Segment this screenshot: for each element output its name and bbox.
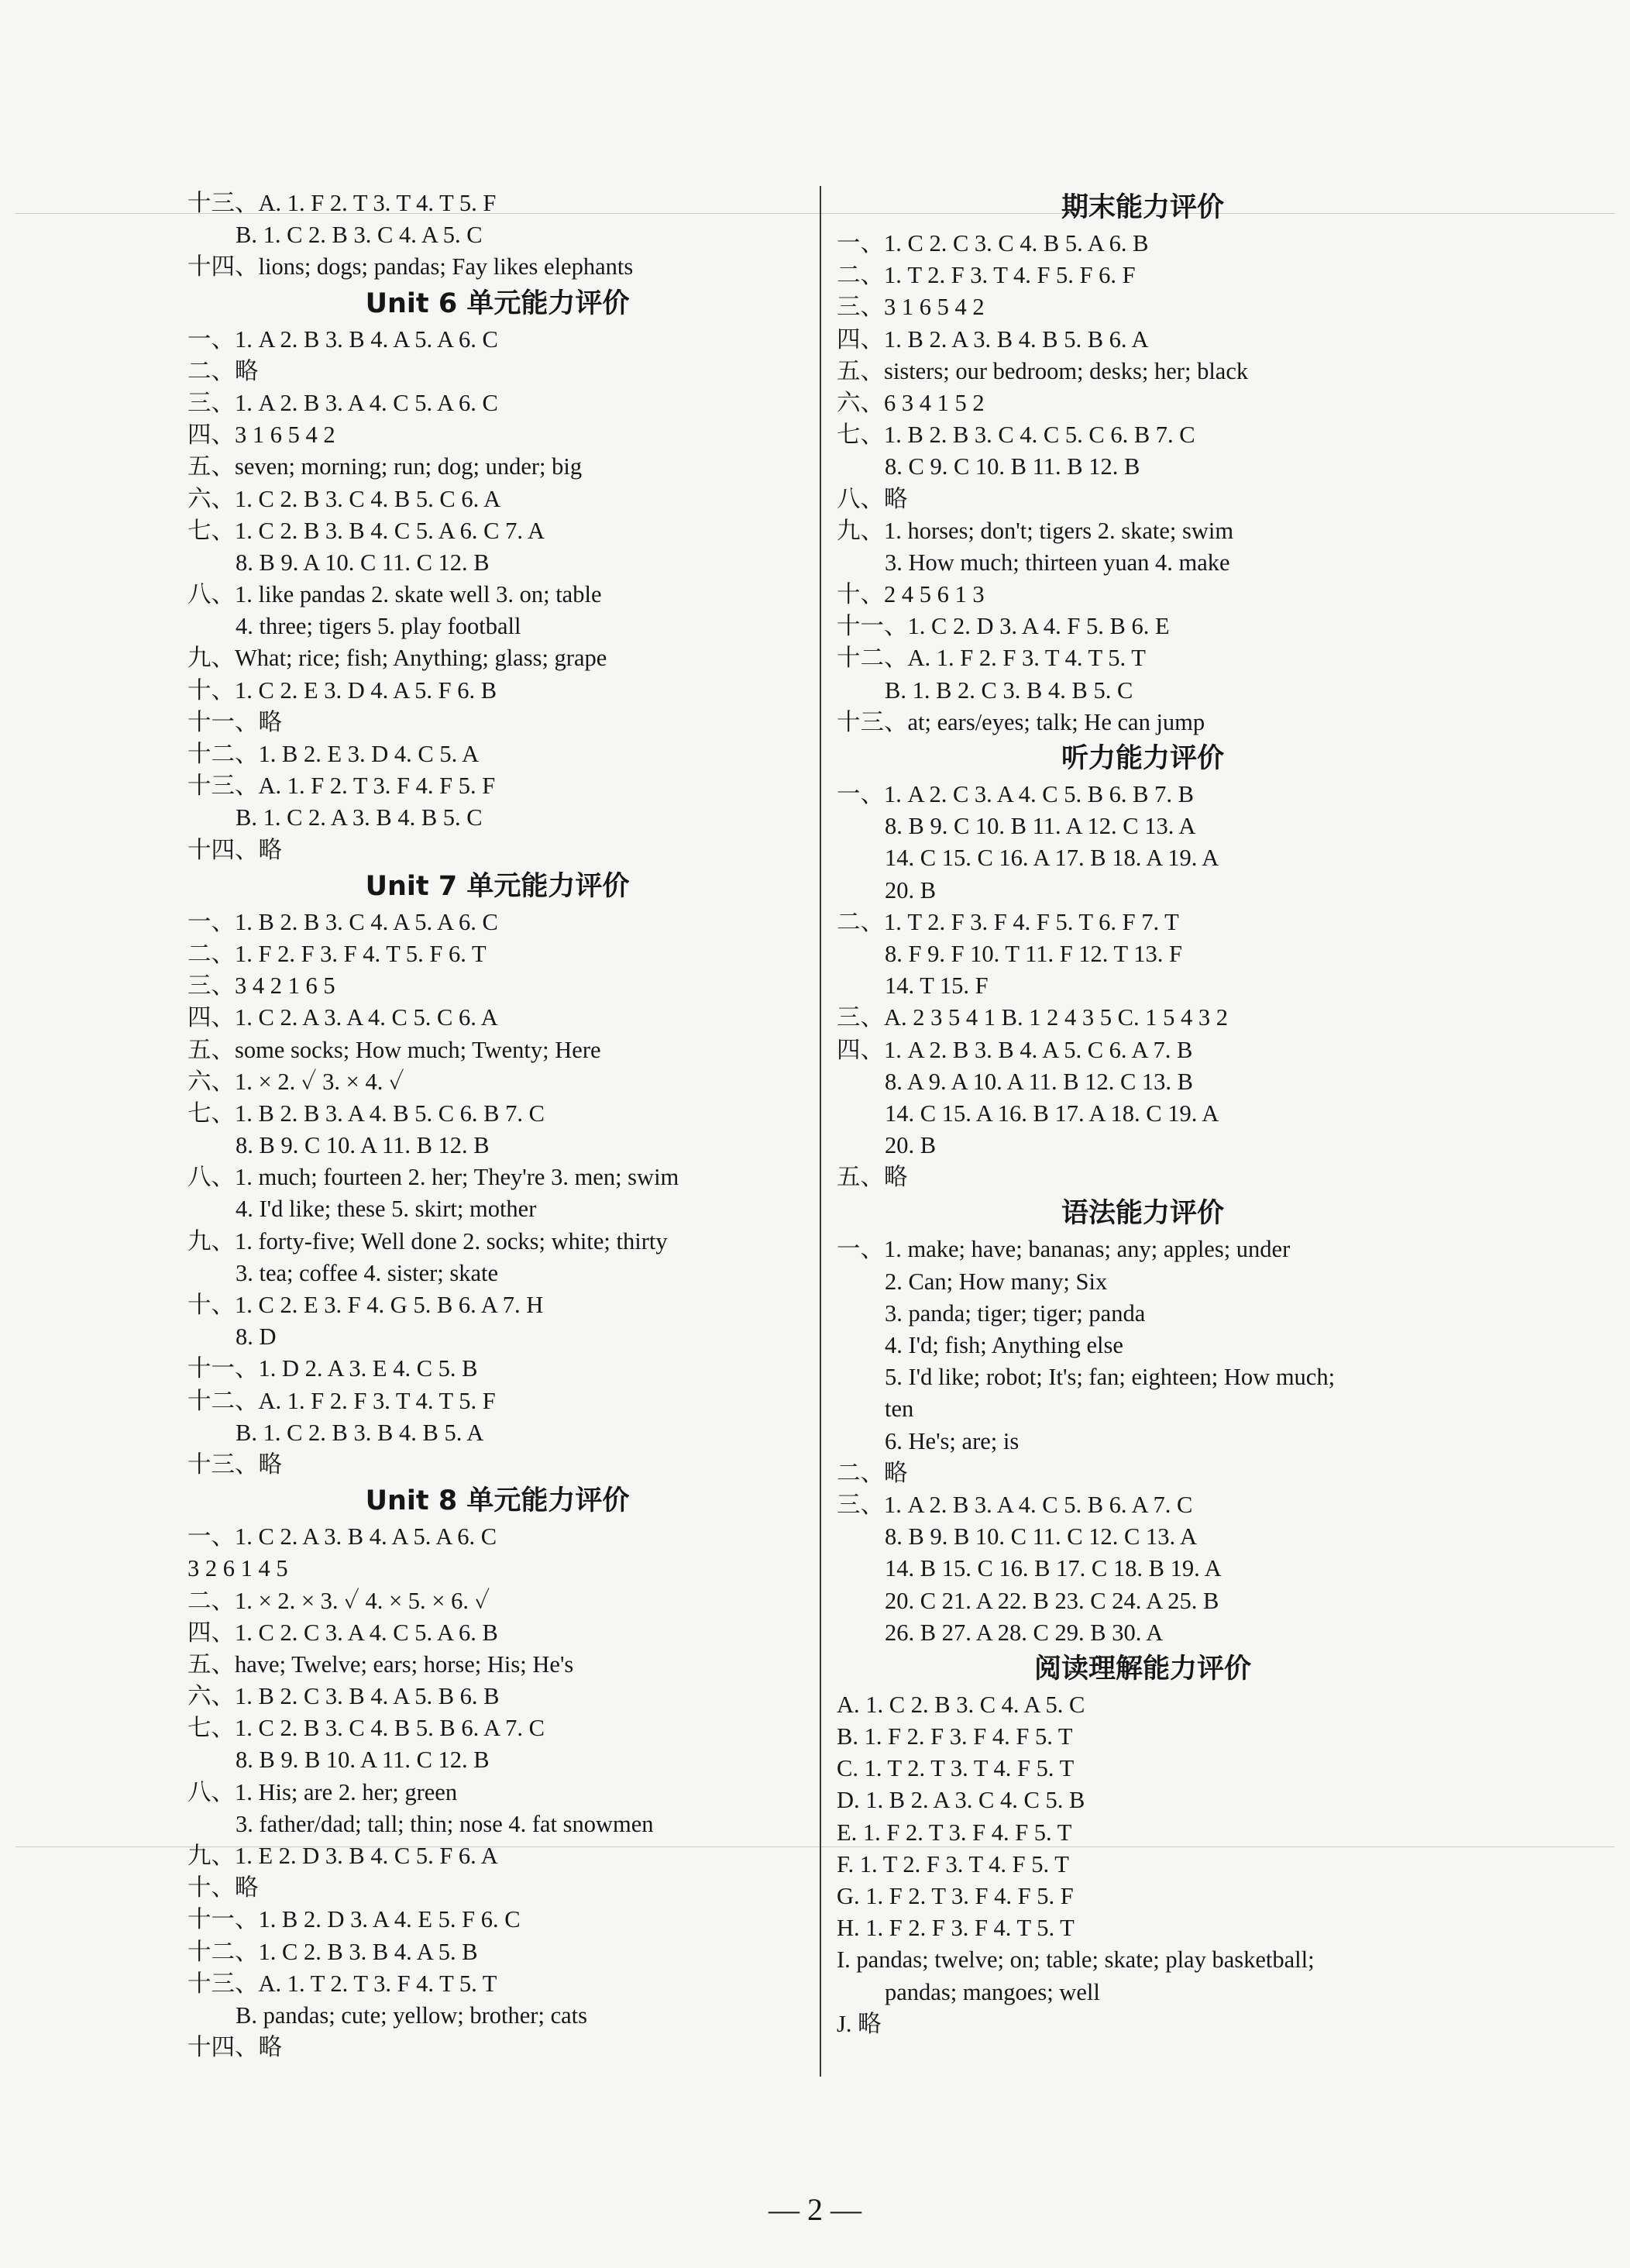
answer-line: 七、1. C 2. B 3. C 4. B 5. B 6. A 7. C	[187, 1715, 545, 1742]
answer-line: B. 1. C 2. B 3. C 4. A 5. C	[236, 222, 483, 249]
answer-line: 一、1. B 2. B 3. C 4. A 5. A 6. C	[187, 908, 498, 935]
answer-line: 十一、1. D 2. A 3. E 4. C 5. B	[187, 1355, 478, 1382]
answer-line: 十四、lions; dogs; pandas; Fay likes elephants	[187, 253, 634, 280]
answer-line: 四、3 1 6 5 4 2	[187, 422, 335, 449]
section-heading: 阅读理解能力评价	[1033, 1653, 1251, 1685]
answer-line: 十四、略	[187, 2034, 282, 2061]
answer-line: 六、1. × 2. ✓ 3. × 4. ✓	[187, 1068, 404, 1095]
answer-line: G. 1. F 2. T 3. F 4. F 5. F	[837, 1883, 1074, 1909]
answer-line: 六、1. C 2. B 3. C 4. B 5. C 6. A	[187, 485, 501, 512]
answer-line: 三、3 1 6 5 4 2	[837, 294, 985, 321]
answer-line: J. 略	[837, 2010, 882, 2037]
answer-line: 八、1. His; are 2. her; green	[187, 1778, 458, 1805]
answer-line: 三、3 4 2 1 6 5	[187, 972, 335, 1000]
answer-line: D. 1. B 2. A 3. C 4. C 5. B	[837, 1787, 1085, 1814]
answer-line: E. 1. F 2. T 3. F 4. F 5. T	[837, 1819, 1072, 1846]
section-heading: 语法能力评价	[1061, 1198, 1224, 1230]
answer-line: A. 1. C 2. B 3. C 4. A 5. C	[837, 1691, 1085, 1718]
answer-line: 26. B 27. A 28. C 29. B 30. A	[885, 1619, 1164, 1646]
answer-line: 三、1. A 2. B 3. A 4. C 5. B 6. A 7. C	[837, 1491, 1193, 1518]
section-heading: 听力能力评价	[1061, 743, 1224, 774]
answer-line: 二、1. × 2. × 3. ✓ 4. × 5. × 6. ✓	[187, 1587, 490, 1614]
section-heading: Unit 8 单元能力评价	[365, 1485, 630, 1517]
answer-line: 十三、A. 1. T 2. T 3. F 4. T 5. T	[187, 1970, 497, 1997]
answer-line: 九、1. E 2. D 3. B 4. C 5. F 6. A	[187, 1843, 498, 1869]
answer-line: 3. How much; thirteen yuan 4. make	[885, 549, 1230, 576]
answer-line: 8. B 9. A 10. C 11. C 12. B	[236, 549, 490, 576]
answer-line: 二、1. T 2. F 3. T 4. F 5. F 6. F	[837, 262, 1136, 289]
answer-line: 五、sisters; our bedroom; desks; her; black	[837, 357, 1249, 384]
answer-line: F. 1. T 2. F 3. T 4. F 5. T	[837, 1850, 1069, 1877]
answer-line: 20. C 21. A 22. B 23. C 24. A 25. B	[885, 1587, 1219, 1614]
answer-line: 一、1. A 2. C 3. A 4. C 5. B 6. B 7. B	[837, 781, 1194, 807]
answer-line: 六、1. B 2. C 3. B 4. A 5. B 6. B	[187, 1683, 500, 1710]
answer-line: 2. Can; How many; Six	[885, 1268, 1108, 1295]
answer-line: 八、略	[837, 485, 908, 512]
answer-line: B. pandas; cute; yellow; brother; cats	[236, 2001, 587, 2029]
answer-line: 二、略	[187, 357, 259, 384]
answer-line: 8. B 9. B 10. C 11. C 12. C 13. A	[885, 1523, 1198, 1550]
answer-line: H. 1. F 2. F 3. F 4. T 5. T	[837, 1915, 1075, 1942]
answer-line: 一、1. A 2. B 3. B 4. A 5. A 6. C	[187, 325, 498, 353]
answer-line: 十三、at; ears/eyes; talk; He can jump	[837, 708, 1205, 735]
answer-line: ten	[885, 1396, 914, 1423]
answer-line: 20. B	[885, 1132, 937, 1159]
answer-line: 五、略	[837, 1164, 908, 1191]
answer-line: 三、1. A 2. B 3. A 4. C 5. A 6. C	[187, 389, 498, 416]
answer-line: 5. I'd like; robot; It's; fan; eighteen; How much;	[885, 1364, 1336, 1391]
answer-line: 4. I'd like; these 5. skirt; mother	[236, 1196, 537, 1223]
answer-line: 十、略	[187, 1874, 259, 1901]
answer-line: 十一、1. C 2. D 3. A 4. F 5. B 6. E	[837, 613, 1170, 640]
section-heading: Unit 6 单元能力评价	[365, 287, 630, 319]
answer-line: 五、have; Twelve; ears; horse; His; He's	[187, 1650, 574, 1678]
answer-line: 8. D	[236, 1323, 277, 1351]
answer-line: 九、1. forty-five; Well done 2. socks; white; thirty	[187, 1227, 668, 1254]
answer-line: 十、1. C 2. E 3. F 4. G 5. B 6. A 7. H	[187, 1292, 544, 1318]
answer-line: 七、1. B 2. B 3. A 4. B 5. C 6. B 7. C	[187, 1100, 545, 1127]
answer-line: 14. T 15. F	[885, 972, 989, 1000]
answer-line: 8. B 9. C 10. A 11. B 12. B	[236, 1132, 490, 1159]
answer-line: 20. B	[885, 876, 937, 903]
answer-line: 三、A. 2 3 5 4 1 B. 1 2 4 3 5 C. 1 5 4 3 2	[837, 1004, 1228, 1031]
answer-line: 8. B 9. B 10. A 11. C 12. B	[236, 1747, 490, 1774]
answer-line: 6. He's; are; is	[885, 1427, 1020, 1454]
answer-line: 四、1. C 2. A 3. A 4. C 5. C 6. A	[187, 1004, 498, 1031]
answer-line: 七、1. B 2. B 3. C 4. C 5. C 6. B 7. C	[837, 422, 1195, 449]
answer-line: 九、What; rice; fish; Anything; glass; grape	[187, 645, 607, 672]
answer-line: 二、1. F 2. F 3. F 4. T 5. F 6. T	[187, 940, 487, 967]
answer-line: B. 1. F 2. F 3. F 4. F 5. T	[837, 1723, 1073, 1750]
answer-line: 14. C 15. C 16. A 17. B 18. A 19. A	[885, 845, 1219, 872]
answer-line: 十一、1. B 2. D 3. A 4. E 5. F 6. C	[187, 1906, 521, 1933]
answer-line: 3. father/dad; tall; thin; nose 4. fat snowmen	[236, 1810, 654, 1837]
answer-line: 8. C 9. C 10. B 11. B 12. B	[885, 453, 1140, 480]
answer-line: 14. C 15. A 16. B 17. A 18. C 19. A	[885, 1100, 1219, 1127]
answer-line: 七、1. C 2. B 3. B 4. C 5. A 6. C 7. A	[187, 517, 545, 544]
answer-line: 8. A 9. A 10. A 11. B 12. C 13. B	[885, 1068, 1194, 1095]
answer-line: 十一、略	[187, 708, 282, 735]
answer-line: 4. three; tigers 5. play football	[236, 613, 521, 640]
answer-line: 一、1. C 2. A 3. B 4. A 5. A 6. C	[187, 1523, 497, 1550]
answer-line: 五、some socks; How much; Twenty; Here	[187, 1036, 601, 1063]
answer-line: 8. B 9. C 10. B 11. A 12. C 13. A	[885, 813, 1196, 840]
answer-line: 4. I'd; fish; Anything else	[885, 1332, 1123, 1358]
answer-line: 十、1. C 2. E 3. D 4. A 5. F 6. B	[187, 676, 497, 704]
answer-line: B. 1. C 2. A 3. B 4. B 5. C	[236, 804, 483, 831]
answer-line: 十三、A. 1. F 2. T 3. T 4. T 5. F	[187, 190, 497, 216]
column-divider	[820, 186, 821, 2077]
answer-line: 3. panda; tiger; tiger; panda	[885, 1299, 1146, 1327]
answer-line: 十三、略	[187, 1451, 282, 1478]
section-heading: 期末能力评价	[1061, 192, 1224, 223]
answer-line: 一、1. make; have; bananas; any; apples; under	[837, 1236, 1291, 1263]
answer-line: 十三、A. 1. F 2. T 3. F 4. F 5. F	[187, 773, 496, 800]
answer-line: 六、6 3 4 1 5 2	[837, 389, 985, 416]
answer-line: 八、1. much; fourteen 2. her; They're 3. men; swim	[187, 1164, 679, 1191]
right-answer-column	[837, 188, 1449, 2040]
answer-line: 十二、1. B 2. E 3. D 4. C 5. A	[187, 741, 480, 767]
answer-line: 四、1. A 2. B 3. B 4. A 5. C 6. A 7. B	[837, 1036, 1193, 1063]
answer-line: 十二、A. 1. F 2. F 3. T 4. T 5. F	[187, 1387, 496, 1414]
answer-line: 十、2 4 5 6 1 3	[837, 581, 985, 608]
answer-line: 四、1. B 2. A 3. B 4. B 5. B 6. A	[837, 325, 1149, 353]
answer-line: B. 1. C 2. B 3. B 4. B 5. A	[236, 1419, 484, 1446]
section-heading: Unit 7 单元能力评价	[365, 870, 630, 902]
answer-line: 二、略	[837, 1459, 908, 1486]
answer-line: 一、1. C 2. C 3. C 4. B 5. A 6. B	[837, 230, 1149, 256]
answer-line: 3. tea; coffee 4. sister; skate	[236, 1259, 499, 1286]
answer-line: 十四、略	[187, 836, 282, 863]
answer-line: I. pandas; twelve; on; table; skate; play basketball;	[837, 1946, 1315, 1974]
answer-line: 八、1. like pandas 2. skate well 3. on; table	[187, 581, 602, 608]
answer-line: 五、seven; morning; run; dog; under; big	[187, 453, 583, 480]
answer-line: 十二、A. 1. F 2. F 3. T 4. T 5. T	[837, 645, 1146, 672]
answer-line: pandas; mangoes; well	[885, 1978, 1100, 2005]
answer-line: B. 1. B 2. C 3. B 4. B 5. C	[885, 676, 1133, 704]
answer-line: C. 1. T 2. T 3. T 4. F 5. T	[837, 1755, 1075, 1782]
answer-line: 四、1. C 2. C 3. A 4. C 5. A 6. B	[187, 1619, 498, 1646]
answer-line: 十二、1. C 2. B 3. B 4. A 5. B	[187, 1938, 478, 1965]
answer-line: 8. F 9. F 10. T 11. F 12. T 13. F	[885, 940, 1182, 967]
answer-line: 14. B 15. C 16. B 17. C 18. B 19. A	[885, 1555, 1222, 1582]
page-number: — 2 —	[769, 2192, 861, 2227]
answer-line: 3 2 6 1 4 5	[187, 1555, 288, 1582]
answer-line: 二、1. T 2. F 3. F 4. F 5. T 6. F 7. T	[837, 908, 1179, 935]
left-answer-column	[187, 188, 807, 2063]
answer-line: 九、1. horses; don't; tigers 2. skate; swim	[837, 517, 1234, 544]
